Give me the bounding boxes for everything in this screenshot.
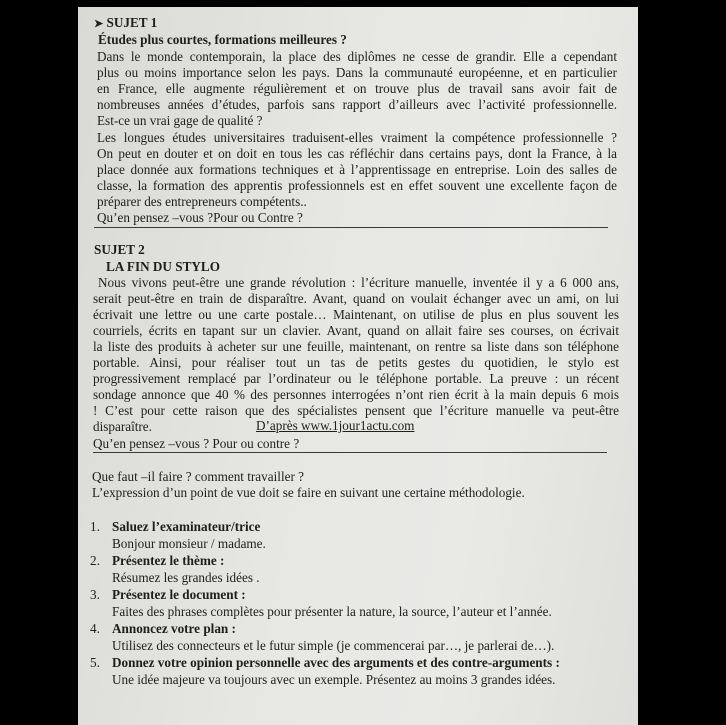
sujet2-line: Nous vivons peut-être une grande révolution : l’écriture manuelle, inventée il y a 6 000 ans, bbox=[98, 275, 619, 290]
sujet2-line: la liste des produits à acheter sur une feuille, maintenant, on rentre sa liste dans son téléphone bbox=[93, 339, 619, 354]
sujet1-question: Qu’en pensez –vous ?Pour ou Contre ? bbox=[97, 210, 303, 225]
step-detail: Utilisez des connecteurs et le futur simple (je commencerai par…, je parlerai de…). bbox=[112, 638, 555, 653]
sujet1-line: en France, elle augmente régulièrement et on trouve plus de travail sans avoir fait de bbox=[97, 81, 617, 96]
step-detail: Résumez les grandes idées . bbox=[112, 570, 260, 585]
step-number: 1. bbox=[90, 519, 100, 534]
sujet2-question: Qu’en pensez –vous ? Pour ou contre ? bbox=[93, 436, 300, 451]
sujet2-line: sondage annonce que 40 % des personnes interrogées n’ont rien écrit à la main depuis 6 mois bbox=[93, 387, 619, 402]
sujet1-line: nombreuses années d’études, parfois sans rapport d’ailleurs avec l’activité professionnelle. bbox=[97, 97, 617, 112]
sujet1-line: place donnée aux formations techniques et à l’apprentissage en entreprise. Loin des salles de bbox=[97, 162, 617, 177]
sujet1-line: préparer des entrepreneurs compétents.. bbox=[97, 194, 307, 209]
step-title: Saluez l’examinateur/trice bbox=[112, 519, 261, 534]
source-link[interactable]: D’après www.1jour1actu.com bbox=[256, 418, 415, 433]
sujet2-line: écrivait une lettre ou une carte postale… Maintenant, on utilise de plus en plus souvent les bbox=[93, 307, 619, 322]
step-number: 2. bbox=[90, 553, 100, 568]
sujet1-line: classe, la formation des apprentis professionnels est en effet souvent une excellente façon de bbox=[97, 178, 617, 193]
sujet2-heading: SUJET 2 bbox=[94, 242, 145, 257]
step-title: Donnez votre opinion personnelle avec des arguments et des contre-arguments : bbox=[112, 655, 560, 670]
arrow-bullet-icon: ➤ bbox=[94, 18, 104, 30]
step-detail: Faites des phrases complètes pour présenter la nature, la source, l’auteur et l’année. bbox=[112, 604, 552, 619]
step-detail: Une idée majeure va toujours avec un exemple. Présentez au moins 3 grandes idées. bbox=[112, 672, 556, 687]
sujet2-line: progressivement remplacé par l’ordinateur ou le téléphone portable. La preuve : un récent bbox=[93, 371, 619, 386]
sujet2-line: disparaître. bbox=[93, 419, 152, 434]
document-page bbox=[78, 7, 638, 725]
sujet2-line: serait peut-être en train de disparaître. Avant, quand on voulait échanger avec un ami, on lui bbox=[93, 291, 619, 306]
sujet1-line: On peut en douter et on doit en tous les cas réfléchir dans certains pays, dont la France, à la bbox=[97, 146, 617, 161]
method-intro: L’expression d’un point de vue doit se faire en suivant une certaine méthodologie. bbox=[92, 485, 525, 500]
method-question: Que faut –il faire ? comment travailler ? bbox=[92, 469, 304, 484]
step-title: Présentez le document : bbox=[112, 587, 246, 602]
step-number: 3. bbox=[90, 587, 100, 602]
divider bbox=[93, 452, 607, 453]
sujet1-line: Dans le monde contemporain, la place des diplômes ne cesse de grandir. Elle a cependant bbox=[97, 49, 617, 64]
step-title: Annoncez votre plan : bbox=[112, 621, 236, 636]
sujet1-line: Les longues études universitaires traduisent-elles vraiment la compétence professionnelle ? bbox=[97, 130, 617, 145]
step-detail: Bonjour monsieur / madame. bbox=[112, 536, 266, 551]
step-number: 5. bbox=[90, 655, 100, 670]
sujet1-heading: ➤ SUJET 1 bbox=[94, 15, 158, 30]
sujet2-line: ! C’est pour cette raison que des spécialistes pensent que l’écriture manuelle va peut-être bbox=[93, 403, 619, 418]
sujet2-line: courriels, écrits en tapant sur un clavier. Avant, quand on allait faire ses courses, on écrivait bbox=[93, 323, 619, 338]
sujet1-title: Études plus courtes, formations meilleures ? bbox=[98, 32, 347, 47]
sujet1-line: Est-ce un vrai gage de qualité ? bbox=[97, 113, 263, 128]
step-title: Présentez le thème : bbox=[112, 553, 225, 568]
sujet2-line: portable. Ainsi, pour réaliser tout un tas de petits gestes du quotidien, le stylo est bbox=[93, 355, 619, 370]
step-number: 4. bbox=[90, 621, 100, 636]
sujet1-line: plus ou moins importance selon les pays. Dans la communauté européenne, et en particulier bbox=[97, 65, 617, 80]
divider bbox=[94, 227, 608, 228]
sujet2-title: LA FIN DU STYLO bbox=[106, 259, 220, 274]
